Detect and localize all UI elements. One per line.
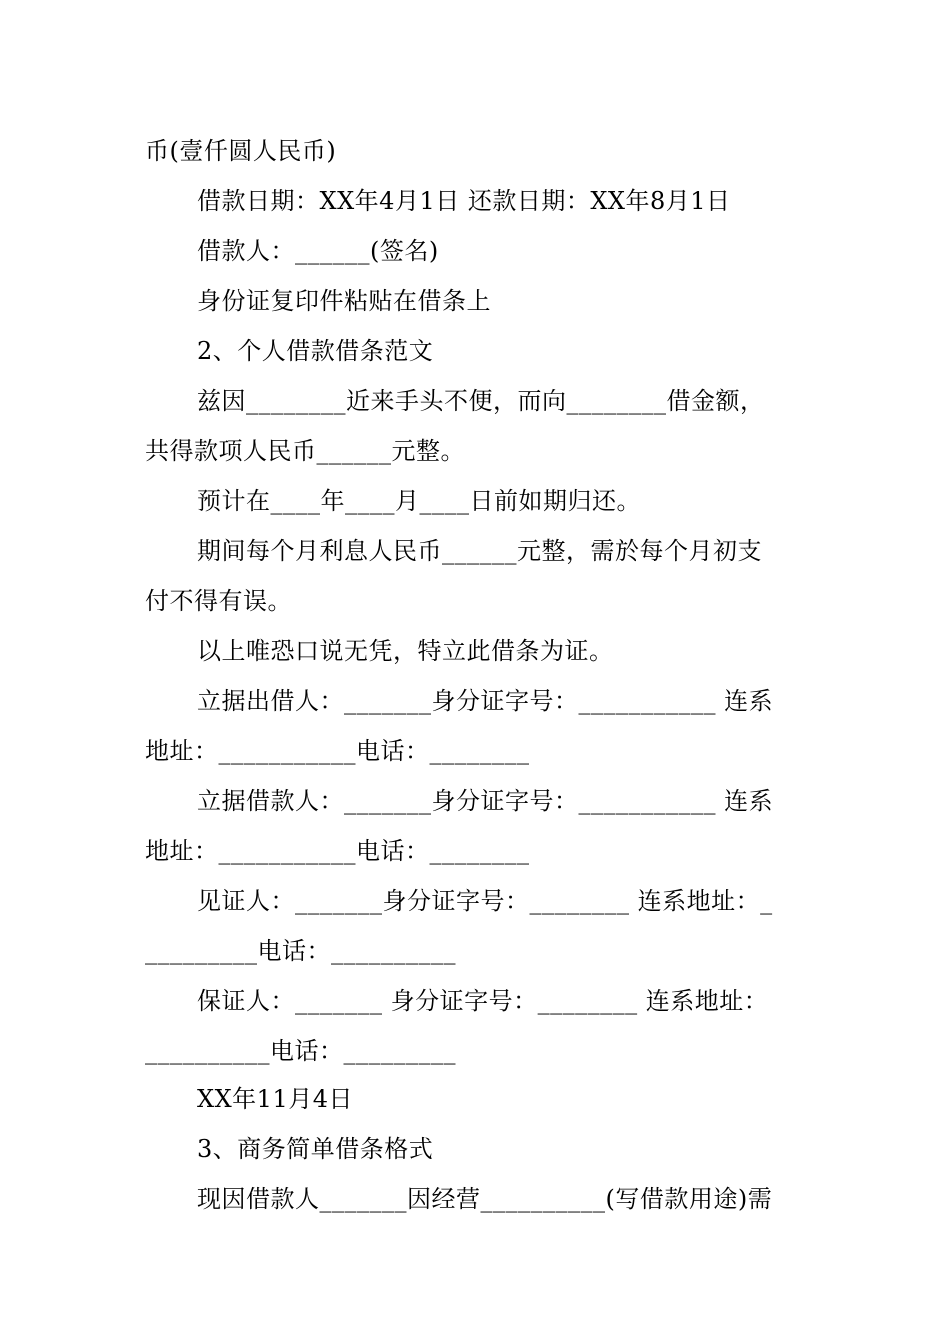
text-line: 现因借款人_______因经营__________(写借款用途)需	[197, 1185, 773, 1213]
text-line: 以上唯恐口说无凭，特立此借条为证。	[197, 637, 614, 665]
text-line: 预计在____年____月____日前如期归还。	[197, 487, 641, 515]
date-line: XX年11月4日	[197, 1085, 353, 1113]
text-line: 保证人：_______ 身分证字号：________ 连系地址：	[197, 987, 769, 1015]
section-heading: 3、商务简单借条格式	[197, 1135, 434, 1163]
text-line: 见证人：_______身分证字号：________ 连系地址：_	[197, 887, 773, 915]
text-line: 兹因________近来手头不便，而向________借金额，	[197, 387, 765, 415]
text-line: 借款人：______(签名)	[197, 237, 439, 265]
text-line: 借款日期：XX年4月1日 还款日期：XX年8月1日	[197, 187, 731, 215]
text-line: __________电话：_________	[145, 1037, 456, 1065]
text-line: 共得款项人民币______元整。	[145, 437, 465, 465]
text-line: 付不得有误。	[145, 587, 292, 615]
text-line: 地址：___________电话：________	[145, 837, 530, 865]
text-line: 身份证复印件粘贴在借条上	[197, 287, 491, 315]
text-line: 地址：___________电话：________	[145, 737, 530, 765]
text-line: _________电话：__________	[145, 937, 456, 965]
text-line: 期间每个月利息人民币______元整，需於每个月初支	[197, 537, 762, 565]
text-line: 币(壹仟圆人民币)	[145, 137, 337, 165]
section-heading: 2、个人借款借条范文	[197, 337, 434, 365]
text-line: 立据出借人：_______身分证字号：___________ 连系	[197, 687, 774, 715]
text-line: 立据借款人：_______身分证字号：___________ 连系	[197, 787, 774, 815]
